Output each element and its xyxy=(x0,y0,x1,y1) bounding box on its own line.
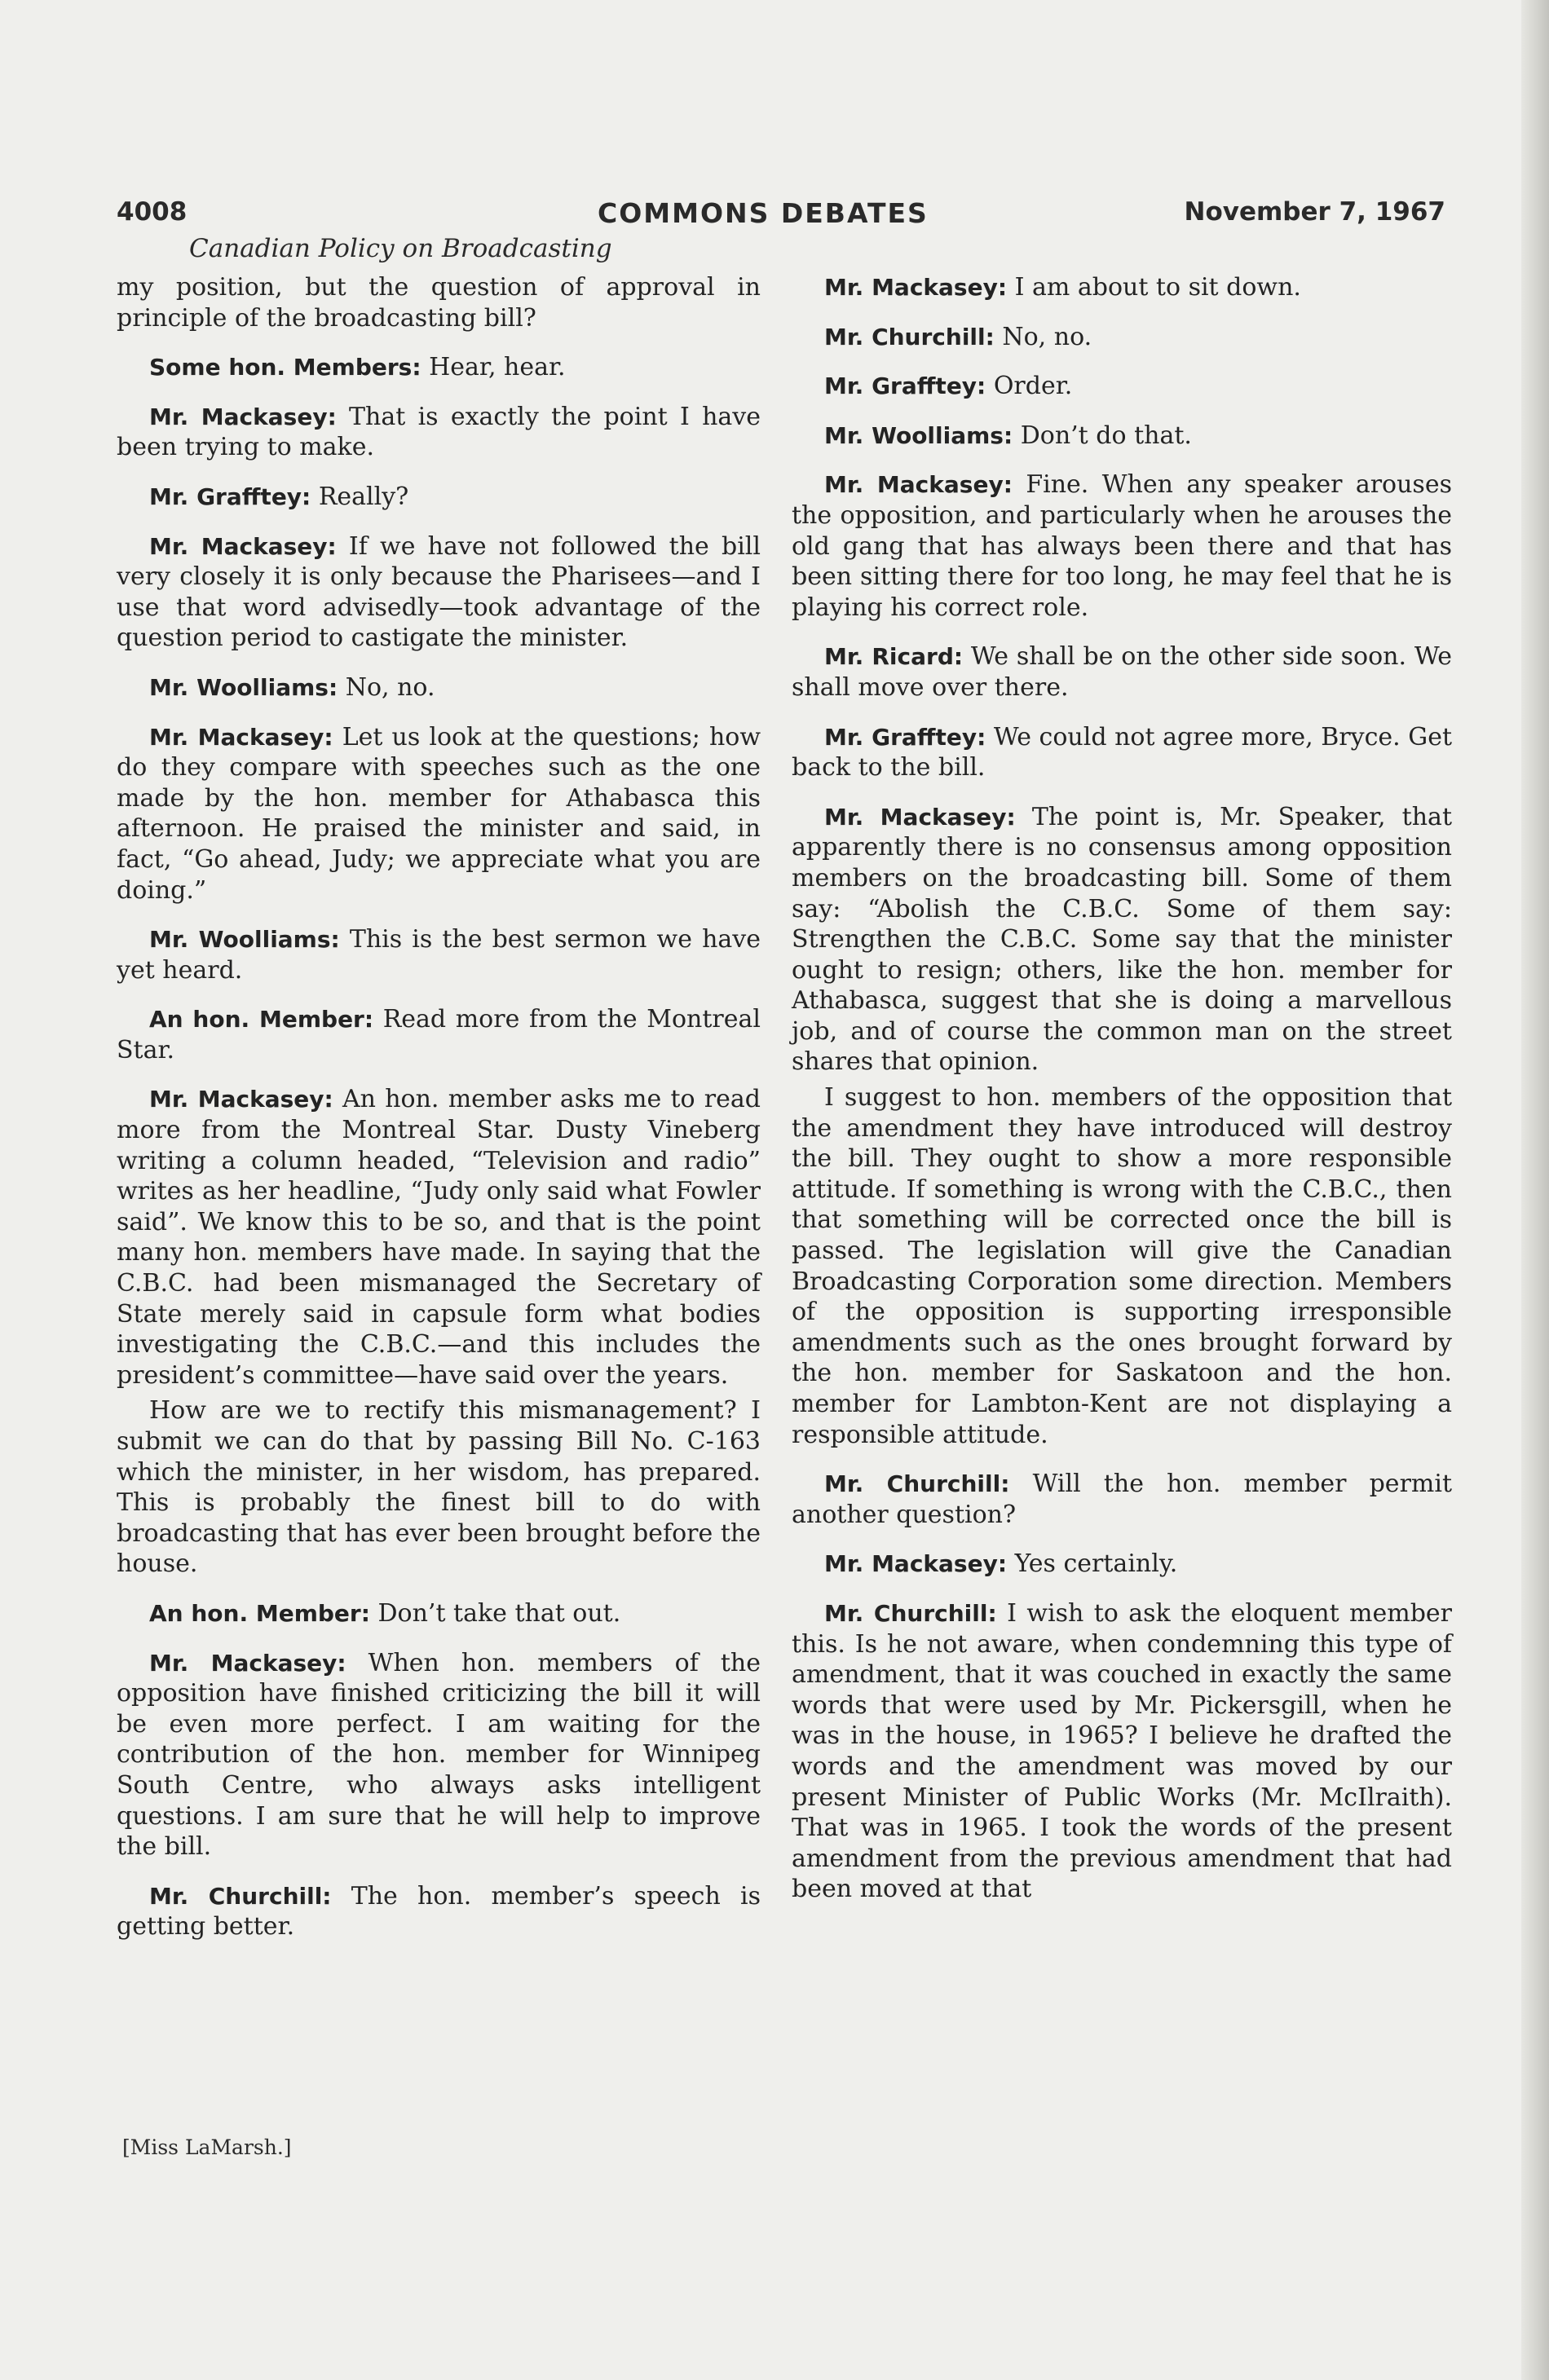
paragraph-text: This is the best sermon we have yet heard. xyxy=(117,925,761,985)
speaker-name: Mr. Mackasey: xyxy=(149,723,333,751)
paragraph xyxy=(117,1395,761,1580)
paragraph-text: No, no. xyxy=(345,672,435,702)
speaker-name: Mr. Churchill: xyxy=(149,1882,332,1910)
publication-title: COMMONS DEBATES xyxy=(598,197,929,229)
speaker-name: Mr. Churchill: xyxy=(824,1470,1010,1498)
paragraph-text: We shall be on the other side soon. We shall move over there. xyxy=(792,642,1452,702)
paragraph-text: Really? xyxy=(318,482,409,511)
paragraph xyxy=(117,531,761,654)
paragraph xyxy=(792,322,1452,353)
speaker-name: Mr. Mackasey: xyxy=(149,403,337,430)
speaker-name: Mr. Woolliams: xyxy=(149,673,338,701)
paragraph-text: That is exactly the point I have been trying to make. xyxy=(117,402,761,462)
page-header xyxy=(117,197,1445,238)
paragraph-text: Don’t take that out. xyxy=(377,1598,621,1628)
speaker-name: Mr. Mackasey: xyxy=(824,1550,1008,1578)
paragraph-text: Let us look at the questions; how do they compare with speeches such as the one made by the hon. member for Athabasca this afternoon. He praised the minister and said, in fact, “Go ahead, Judy; we appreciate what you are doing.” xyxy=(117,722,761,905)
paragraph-text: Fine. When any speaker arouses the opposition, and particularly when he arouses the old gang that has always been there and that has been sitting there for too long, he may feel that he is playing his correct role. xyxy=(792,470,1452,622)
paragraph xyxy=(117,722,761,906)
paragraph-text: Order. xyxy=(993,372,1073,401)
page-edge-shadow xyxy=(1521,0,1549,2380)
paragraph xyxy=(117,272,761,333)
paragraph xyxy=(792,421,1452,452)
paragraph xyxy=(792,469,1452,623)
paragraph-text: If we have not followed the bill very closely it is only because the Pharisees—and I use that word advisedly—took advantage of the question period to castigate the minister. xyxy=(117,531,761,653)
paragraph xyxy=(117,924,761,985)
page-date: November 7, 1967 xyxy=(1184,197,1445,227)
paragraph-text: Read more from the Montreal Star. xyxy=(117,1005,761,1064)
page-number: 4008 xyxy=(117,197,188,227)
paragraph xyxy=(792,1598,1452,1905)
paragraph-text: Will the hon. member permit another question? xyxy=(792,1470,1453,1529)
speaker-name: Mr. Ricard: xyxy=(824,643,964,671)
speaker-name: Mr. Grafftey: xyxy=(149,483,311,510)
paragraph xyxy=(117,1648,761,1862)
paragraph-text: Yes certainly. xyxy=(1014,1549,1178,1579)
paragraph xyxy=(117,1084,761,1391)
paragraph xyxy=(117,1881,761,1942)
speaker-name: Some hon. Members: xyxy=(149,354,421,381)
paragraph xyxy=(117,1004,761,1065)
speaker-name: Mr. Mackasey: xyxy=(824,274,1008,301)
speaker-reference: [Miss LaMarsh.] xyxy=(122,2135,292,2159)
paragraph xyxy=(792,272,1452,303)
speaker-name: Mr. Grafftey: xyxy=(824,372,986,400)
paragraph-text: We could not agree more, Bryce. Get back to the bill. xyxy=(792,722,1452,782)
paragraph xyxy=(792,1469,1452,1530)
paragraph xyxy=(117,352,761,383)
paragraph xyxy=(792,802,1452,1078)
paragraph-text: Don’t do that. xyxy=(1020,421,1192,450)
paragraph-text: The point is, Mr. Speaker, that apparently there is no consensus among opposition members on the broadcasting bill. Some of them say: “Abolish the C.B.C. Some of them say: Strengthen the C.B.C. Some say that the minister ought to resign; others, like the hon. member for Athabasca, suggest that she is doing a marvellous job, and of course the common man on the street shares that opinion. xyxy=(792,802,1453,1077)
paragraph-text: The hon. member’s speech is getting better. xyxy=(117,1881,761,1941)
paragraph-text: my position, but the question of approval in principle of the broadcasting bill? xyxy=(117,273,761,333)
speaker-name: Mr. Mackasey: xyxy=(149,1649,346,1677)
paragraph-text: An hon. member asks me to read more from the Montreal Star. Dusty Vineberg writing a column headed, “Television and radio” writes as her headline, “Judy only said what Fowler said”. We know this to be so, and that is the point many hon. members have made. In saying that the C.B.C. had been mismanaged the Secretary of State merely said in capsule form what bodies investigating the C.B.C.—and this includes the president’s committee—have said over the years. xyxy=(117,1085,761,1390)
paragraph-text: I suggest to hon. members of the opposition that the amendment they have introduced will destroy the bill. They ought to show a more responsible attitude. If something is wrong with the C.B.C., then that something will be corrected once the bill is passed. The legislation will give the Canadian Broadcasting Corporation some direction. Members of the opposition is supporting irresponsible amendments such as the ones brought forward by the hon. member for Saskatoon and the hon. member for Lambton-Kent are not displaying a responsible attitude. xyxy=(792,1083,1452,1449)
speaker-name: Mr. Woolliams: xyxy=(149,926,340,954)
left-column xyxy=(117,272,761,1961)
speaker-name: An hon. Member: xyxy=(149,1599,370,1627)
paragraph-text: I am about to sit down. xyxy=(1014,273,1301,302)
paragraph xyxy=(792,371,1452,402)
speaker-name: Mr. Woolliams: xyxy=(824,421,1013,449)
paragraph-text: I wish to ask the eloquent member this. Is he not aware, when condemning this type of amendment, that it was couched in exactly the same words that were used by Mr. Pickersgill, when he was in the house, in 1965? I believe he drafted the words and the amendment was moved by our present Minister of Public Works (Mr. McIlraith). That was in 1965. I took the words of the present amendment from the previous amendment that had been moved at that xyxy=(792,1598,1453,1904)
speaker-name: Mr. Churchill: xyxy=(824,1599,997,1627)
paragraph-text: When hon. members of the opposition have finished criticizing the bill it will be even more perfect. I am waiting for the contribution of the hon. member for Winnipeg South Centre, who always asks intelligent questions. I am sure that he will help to improve the bill. xyxy=(117,1648,761,1862)
paragraph xyxy=(792,1082,1452,1450)
speaker-name: Mr. Churchill: xyxy=(824,323,995,350)
speaker-name: An hon. Member: xyxy=(149,1006,374,1034)
paragraph xyxy=(792,641,1452,703)
paragraph-text: Hear, hear. xyxy=(429,353,566,382)
speaker-name: Mr. Grafftey: xyxy=(824,723,986,751)
right-column xyxy=(792,272,1452,1924)
paragraph xyxy=(117,482,761,513)
paragraph-text: No, no. xyxy=(1002,322,1092,351)
paragraph xyxy=(117,1598,761,1629)
speaker-name: Mr. Mackasey: xyxy=(149,1086,333,1113)
speaker-name: Mr. Mackasey: xyxy=(824,471,1013,499)
paragraph xyxy=(792,722,1452,783)
speaker-name: Mr. Mackasey: xyxy=(149,532,337,560)
speaker-name: Mr. Mackasey: xyxy=(824,803,1016,831)
paragraph xyxy=(117,672,761,703)
paragraph xyxy=(792,1549,1452,1580)
paragraph-text: How are we to rectify this mismanagement? I submit we can do that by passing Bill No. C-163 which the minister, in her wisdom, has prepared. This is probably the finest bill to do with broadcasting that has ever been brought before the house. xyxy=(117,1396,761,1579)
paragraph xyxy=(117,402,761,463)
subject-heading: Canadian Policy on Broadcasting xyxy=(189,234,612,263)
